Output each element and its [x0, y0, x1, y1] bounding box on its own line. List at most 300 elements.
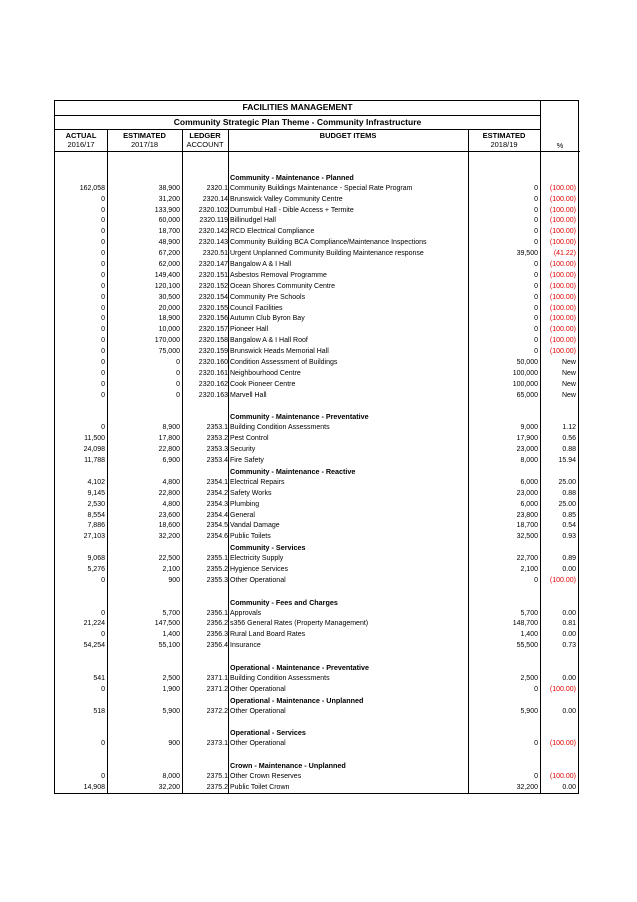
item-cell: Durrumbul Hall - Dible Access + Termite	[230, 206, 354, 214]
section-heading-row	[55, 543, 580, 554]
estimated2-cell: 32,500	[516, 533, 538, 541]
item-cell: Approvals	[230, 609, 262, 617]
table-row	[55, 227, 580, 238]
actual-cell: 0	[101, 304, 105, 312]
actual-cell: 21,224	[83, 620, 105, 628]
section-heading: Operational - Services	[230, 728, 306, 738]
estimated-cell: 2,500	[162, 674, 180, 682]
ledger-cell: 2320.163	[198, 391, 228, 399]
actual-cell: 162,058	[79, 184, 105, 192]
ledger-cell: 2320.160	[198, 359, 228, 367]
estimated-cell: 30,500	[158, 293, 180, 301]
item-cell: Public Toilet Crown	[230, 783, 290, 791]
estimated2-cell: 0	[534, 685, 538, 693]
section-heading-row	[55, 467, 580, 478]
pct-cell: New	[561, 369, 576, 377]
item-cell: Safety Works	[230, 489, 272, 497]
table-row	[55, 195, 580, 206]
pct-cell: 0.00	[562, 674, 576, 682]
section-heading: Community - Services	[230, 543, 306, 553]
actual-cell: 0	[101, 609, 105, 617]
table-row	[55, 304, 580, 315]
item-cell: Marvell Hall	[230, 391, 267, 399]
ledger-cell: 2354.5	[206, 522, 228, 530]
estimated-cell: 1,400	[162, 631, 180, 639]
actual-cell: 0	[101, 282, 105, 290]
ledger-cell: 2320.1	[206, 184, 228, 192]
ledger-cell: 2355.1	[206, 555, 228, 563]
ledger-cell: 2320.154	[198, 293, 228, 301]
actual-cell: 0	[101, 206, 105, 214]
estimated-cell: 48,900	[158, 239, 180, 247]
pct-cell: 0.00	[562, 609, 576, 617]
actual-cell: 0	[101, 250, 105, 258]
ledger-cell: 2356.3	[206, 631, 228, 639]
estimated-cell: 31,200	[158, 195, 180, 203]
pct-cell: (100.00)	[549, 348, 576, 356]
section-heading-row	[55, 728, 580, 739]
item-cell: Brunswick Heads Memorial Hall	[230, 348, 329, 356]
estimated2-cell: 1,400	[520, 631, 538, 639]
pct-cell: (100.00)	[549, 326, 576, 334]
table-row	[55, 674, 580, 685]
ledger-cell: 2354.4	[206, 511, 228, 519]
section-heading: Operational - Maintenance - Preventative	[230, 662, 369, 672]
estimated2-cell: 5,700	[520, 609, 538, 617]
estimated2-cell: 18,700	[516, 522, 538, 530]
estimated-cell: 20,000	[158, 304, 180, 312]
estimated-cell: 22,500	[158, 555, 180, 563]
ledger-cell: 2320.155	[198, 304, 228, 312]
section-heading-row	[55, 412, 580, 423]
col-estimated2-year: 2018/19	[490, 140, 518, 149]
table-row	[55, 347, 580, 358]
estimated-cell: 1,900	[162, 685, 180, 693]
blank-row	[55, 717, 580, 728]
pct-cell: (100.00)	[549, 772, 576, 780]
table-body	[55, 162, 580, 794]
estimated2-cell: 23,800	[516, 511, 538, 519]
table-row	[55, 391, 580, 402]
pct-cell: 0.00	[562, 565, 576, 573]
pct-cell: (100.00)	[549, 195, 576, 203]
pct-cell: (100.00)	[549, 261, 576, 269]
section-heading-row	[55, 663, 580, 674]
col-pct-header: %	[556, 141, 564, 150]
col-actual-year: 2016/17	[67, 140, 95, 149]
estimated-cell: 149,400	[154, 271, 180, 279]
estimated-cell: 32,200	[158, 533, 180, 541]
ledger-cell: 2371.2	[206, 685, 228, 693]
table-row	[55, 434, 580, 445]
pct-cell: 0.00	[562, 631, 576, 639]
table-row	[55, 369, 580, 380]
estimated2-cell: 22,700	[516, 555, 538, 563]
table-row	[55, 282, 580, 293]
actual-cell: 0	[101, 293, 105, 301]
pct-cell: 0.00	[562, 783, 576, 791]
table-row	[55, 641, 580, 652]
table-row	[55, 500, 580, 511]
item-cell: Building Condition Assessments	[230, 674, 330, 682]
estimated2-cell: 0	[534, 261, 538, 269]
ledger-cell: 2320.159	[198, 348, 228, 356]
estimated2-cell: 0	[534, 326, 538, 334]
table-row	[55, 554, 580, 565]
pct-cell: (100.00)	[549, 315, 576, 323]
pct-cell: 0.85	[562, 511, 576, 519]
estimated2-cell: 0	[534, 348, 538, 356]
table-row	[55, 293, 580, 304]
ledger-cell: 2353.3	[206, 446, 228, 454]
table-row	[55, 336, 580, 347]
page-subtitle: Community Strategic Plan Theme - Community Infrastructure	[55, 115, 540, 130]
table-row	[55, 184, 580, 195]
table-row	[55, 358, 580, 369]
actual-cell: 0	[101, 348, 105, 356]
estimated2-cell: 6,000	[520, 500, 538, 508]
estimated2-cell: 9,000	[520, 424, 538, 432]
estimated-cell: 8,900	[162, 424, 180, 432]
header-divider	[55, 151, 580, 152]
item-cell: Bangalow A & I Hall Roof	[230, 337, 308, 345]
pct-cell: New	[561, 391, 576, 399]
estimated2-cell: 17,900	[516, 435, 538, 443]
ledger-cell: 2356.4	[206, 642, 228, 650]
ledger-cell: 2375.2	[206, 783, 228, 791]
estimated2-cell: 39,500	[516, 250, 538, 258]
table-row	[55, 445, 580, 456]
estimated-cell: 8,000	[162, 772, 180, 780]
estimated2-cell: 0	[534, 304, 538, 312]
pct-cell: (100.00)	[549, 184, 576, 192]
table-row	[55, 532, 580, 543]
table-row	[55, 739, 580, 750]
ledger-cell: 2320.161	[198, 369, 228, 377]
actual-cell: 54,254	[83, 642, 105, 650]
item-cell: Plumbing	[230, 500, 260, 508]
estimated-cell: 38,900	[158, 184, 180, 192]
table-row	[55, 521, 580, 532]
col-ledger-header: LEDGER	[189, 131, 221, 140]
blank-row	[55, 402, 580, 413]
blank-row	[55, 652, 580, 663]
ledger-cell: 2320.158	[198, 337, 228, 345]
actual-cell: 7,886	[87, 522, 105, 530]
estimated2-cell: 32,200	[516, 783, 538, 791]
ledger-cell: 2355.3	[206, 576, 228, 584]
item-cell: Other Operational	[230, 576, 286, 584]
ledger-cell: 2320.143	[198, 239, 228, 247]
actual-cell: 0	[101, 576, 105, 584]
ledger-cell: 2354.1	[206, 478, 228, 486]
item-cell: Public Toilets	[230, 533, 271, 541]
estimated-cell: 0	[176, 359, 180, 367]
item-cell: Other Operational	[230, 740, 286, 748]
table-row	[55, 423, 580, 434]
pct-cell: 0.88	[562, 489, 576, 497]
col-estimated-header: ESTIMATED	[123, 131, 166, 140]
estimated-cell: 120,100	[154, 282, 180, 290]
pct-cell: (100.00)	[549, 740, 576, 748]
estimated-cell: 147,500	[154, 620, 180, 628]
section-heading: Community - Maintenance - Preventative	[230, 412, 369, 422]
estimated2-cell: 65,000	[516, 391, 538, 399]
table-row	[55, 630, 580, 641]
estimated2-cell: 55,500	[516, 642, 538, 650]
table-row	[55, 456, 580, 467]
table-row	[55, 260, 580, 271]
ledger-cell: 2320.119	[199, 217, 228, 225]
estimated-cell: 23,600	[158, 511, 180, 519]
table-row	[55, 707, 580, 718]
pct-cell: New	[561, 359, 576, 367]
ledger-cell: 2353.1	[206, 424, 228, 432]
table-row	[55, 249, 580, 260]
actual-cell: 0	[101, 195, 105, 203]
pct-cell: (100.00)	[549, 337, 576, 345]
estimated-cell: 18,700	[158, 228, 180, 236]
actual-cell: 0	[101, 772, 105, 780]
estimated2-cell: 0	[534, 293, 538, 301]
table-row	[55, 478, 580, 489]
estimated-cell: 60,000	[158, 217, 180, 225]
estimated2-cell: 23,000	[516, 489, 538, 497]
actual-cell: 0	[101, 631, 105, 639]
ledger-cell: 2320.147	[198, 261, 228, 269]
estimated-cell: 22,800	[158, 446, 180, 454]
table-row	[55, 511, 580, 522]
section-heading-row	[55, 598, 580, 609]
estimated-cell: 5,900	[162, 707, 180, 715]
estimated-cell: 133,900	[154, 206, 180, 214]
item-cell: Electrical Repairs	[230, 478, 285, 486]
section-heading: Community - Maintenance - Planned	[230, 172, 354, 182]
ledger-cell: 2320.156	[198, 315, 228, 323]
section-heading: Operational - Maintenance - Unplanned	[230, 695, 364, 705]
table-row	[55, 565, 580, 576]
estimated-cell: 75,000	[158, 348, 180, 356]
item-cell: Brunswick Valley Community Centre	[230, 195, 343, 203]
table-row	[55, 576, 580, 587]
estimated-cell: 2,100	[162, 565, 180, 573]
actual-cell: 11,500	[84, 435, 105, 443]
pct-cell: 0.81	[562, 620, 576, 628]
ledger-cell: 2320.152	[198, 282, 228, 290]
table-row	[55, 271, 580, 282]
ledger-cell: 2355.2	[206, 565, 228, 573]
table-row	[55, 314, 580, 325]
section-heading: Community - Maintenance - Reactive	[230, 466, 356, 476]
ledger-cell: 2320.157	[198, 326, 228, 334]
table-row	[55, 380, 580, 391]
item-cell: Other Crown Reserves	[230, 772, 302, 780]
actual-cell: 0	[101, 228, 105, 236]
item-cell: Other Operational	[230, 685, 286, 693]
pct-cell: 0.93	[562, 533, 576, 541]
item-cell: Other Operational	[230, 707, 286, 715]
estimated2-cell: 0	[534, 184, 538, 192]
pct-cell: (100.00)	[549, 239, 576, 247]
actual-cell: 0	[101, 380, 105, 388]
actual-cell: 0	[101, 359, 105, 367]
ledger-cell: 2354.6	[206, 533, 228, 541]
item-cell: Asbestos Removal Programme	[230, 271, 327, 279]
estimated2-cell: 0	[534, 206, 538, 214]
estimated-cell: 17,800	[158, 435, 180, 443]
pct-cell: 25.00	[558, 500, 576, 508]
estimated2-cell: 6,000	[520, 478, 538, 486]
table-row	[55, 238, 580, 249]
actual-cell: 0	[101, 740, 105, 748]
actual-cell: 0	[101, 369, 105, 377]
estimated2-cell: 0	[534, 337, 538, 345]
actual-cell: 0	[101, 326, 105, 334]
ledger-cell: 2356.1	[206, 609, 228, 617]
table-row	[55, 772, 580, 783]
item-cell: RCD Electrical Compliance	[230, 228, 315, 236]
ledger-cell: 2372.2	[206, 707, 228, 715]
ledger-cell: 2373.1	[206, 740, 228, 748]
estimated2-cell: 23,000	[516, 446, 538, 454]
ledger-cell: 2320.162	[198, 380, 228, 388]
table-row	[55, 685, 580, 696]
item-cell: Cook Pioneer Centre	[230, 380, 296, 388]
section-heading-row	[55, 696, 580, 707]
ledger-cell: 2320.102	[198, 206, 228, 214]
estimated-cell: 55,100	[158, 642, 180, 650]
col-actual-header: ACTUAL	[65, 131, 97, 140]
item-cell: Community Buildings Maintenance - Special Rate Program	[230, 184, 413, 192]
ledger-cell: 2320.151	[198, 271, 228, 279]
actual-cell: 0	[101, 315, 105, 323]
pct-cell: 25.00	[558, 478, 576, 486]
ledger-cell: 2375.1	[206, 772, 228, 780]
item-cell: Ocean Shores Community Centre	[230, 282, 336, 290]
estimated-cell: 32,200	[158, 783, 180, 791]
ledger-cell: 2353.4	[206, 457, 228, 465]
estimated-cell: 900	[168, 576, 180, 584]
item-cell: Electricity Supply	[230, 555, 284, 563]
actual-cell: 27,103	[83, 533, 105, 541]
estimated-cell: 900	[168, 740, 180, 748]
blank-row	[55, 587, 580, 598]
item-cell: Security	[230, 446, 256, 454]
actual-cell: 2,530	[87, 500, 105, 508]
ledger-cell: 2371.1	[206, 674, 228, 682]
item-cell: Hygience Services	[230, 565, 288, 573]
estimated2-cell: 100,000	[512, 369, 538, 377]
item-cell: Pioneer Hall	[230, 326, 269, 334]
page-title: FACILITIES MANAGEMENT	[55, 101, 540, 116]
pct-cell: (100.00)	[549, 206, 576, 214]
actual-cell: 11,788	[84, 457, 105, 465]
pct-cell: 1.12	[562, 424, 576, 432]
estimated2-cell: 100,000	[512, 380, 538, 388]
estimated-cell: 10,000	[158, 326, 180, 334]
pct-cell: 0.00	[562, 707, 576, 715]
estimated-cell: 6,900	[162, 457, 180, 465]
pct-cell: (100.00)	[549, 685, 576, 693]
item-cell: Neighbourhood Centre	[230, 369, 301, 377]
table-row	[55, 619, 580, 630]
section-heading-row	[55, 761, 580, 772]
estimated-cell: 22,800	[158, 489, 180, 497]
pct-cell: (100.00)	[549, 282, 576, 290]
estimated2-cell: 0	[534, 315, 538, 323]
pct-cell: 0.89	[562, 555, 576, 563]
estimated2-cell: 0	[534, 271, 538, 279]
item-cell: Condition Assessment of Buildings	[230, 359, 338, 367]
actual-cell: 0	[101, 261, 105, 269]
estimated-cell: 0	[176, 369, 180, 377]
pct-cell: (100.00)	[549, 228, 576, 236]
estimated-cell: 4,800	[162, 478, 180, 486]
actual-cell: 8,554	[87, 511, 105, 519]
item-cell: Urgent Unplanned Community Building Maintenance response	[230, 250, 424, 258]
actual-cell: 24,098	[83, 446, 105, 454]
item-cell: Insurance	[230, 642, 261, 650]
pct-cell: (100.00)	[549, 576, 576, 584]
ledger-cell: 2320.14	[202, 195, 228, 203]
table-row	[55, 216, 580, 227]
item-cell: Billinudgel Hall	[230, 217, 276, 225]
actual-cell: 5,276	[87, 565, 105, 573]
item-cell: General	[230, 511, 255, 519]
estimated2-cell: 8,000	[520, 457, 538, 465]
estimated-cell: 0	[176, 380, 180, 388]
table-row	[55, 206, 580, 217]
item-cell: Building Condition Assessments	[230, 424, 330, 432]
col-estimated-year: 2017/18	[130, 140, 159, 149]
col-estimated2-header: ESTIMATED	[482, 131, 526, 140]
item-cell: s356 General Rates (Property Management)	[230, 620, 369, 628]
ledger-cell: 2354.3	[206, 500, 228, 508]
blank-row	[55, 750, 580, 761]
pct-cell: 0.88	[562, 446, 576, 454]
actual-cell: 518	[93, 707, 105, 715]
actual-cell: 4,102	[87, 478, 105, 486]
estimated2-cell: 0	[534, 772, 538, 780]
estimated-cell: 0	[176, 391, 180, 399]
section-heading: Crown - Maintenance - Unplanned	[230, 760, 346, 770]
estimated-cell: 4,800	[162, 500, 180, 508]
estimated2-cell: 0	[534, 228, 538, 236]
ledger-cell: 2320.51	[202, 250, 228, 258]
estimated2-cell: 0	[534, 576, 538, 584]
estimated-cell: 62,000	[158, 261, 180, 269]
actual-cell: 0	[101, 239, 105, 247]
estimated-cell: 18,600	[158, 522, 180, 530]
actual-cell: 14,908	[83, 783, 105, 791]
estimated2-cell: 2,500	[520, 674, 538, 682]
estimated2-cell: 2,100	[520, 565, 538, 573]
estimated2-cell: 5,900	[520, 707, 538, 715]
col-ledger-sub: ACCOUNT	[186, 140, 224, 149]
actual-cell: 0	[101, 391, 105, 399]
item-cell: Community Building BCA Compliance/Maintenance Inspections	[230, 239, 427, 247]
table-row	[55, 609, 580, 620]
actual-cell: 0	[101, 685, 105, 693]
estimated-cell: 5,700	[162, 609, 180, 617]
item-cell: Fire Safety	[230, 457, 264, 465]
actual-cell: 0	[101, 271, 105, 279]
estimated2-cell: 148,700	[512, 620, 538, 628]
estimated-cell: 170,000	[154, 337, 180, 345]
item-cell: Community Pre Schools	[230, 293, 306, 301]
estimated2-cell: 0	[534, 195, 538, 203]
estimated2-cell: 50,000	[516, 359, 538, 367]
